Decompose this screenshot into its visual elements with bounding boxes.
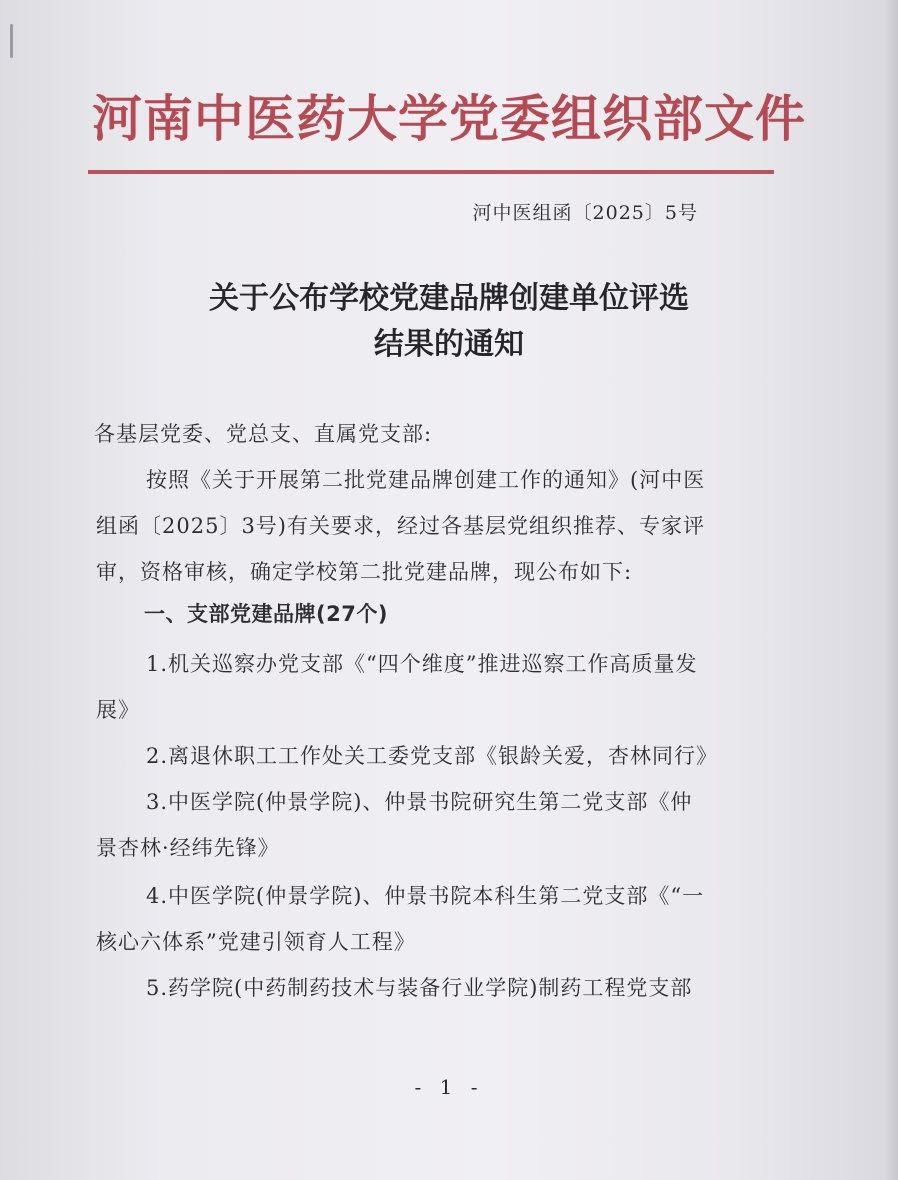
document-title-line-1: 关于公布学校党建品牌创建单位评选 [209,281,689,316]
list-item-3-line-2: 景杏林·经纬先锋》 [96,836,280,860]
page-number: - 1 - [414,1075,484,1099]
intro-line-2: 组函〔2025〕3号)有关要求，经过各基层党组织推荐、专家评 [96,514,705,538]
section-heading-branch-brands: 一、支部党建品牌(27个) [144,602,388,626]
intro-line-1: 按照《关于开展第二批党建品牌创建工作的通知》(河中医 [146,468,706,492]
intro-line-3: 审，资格审核，确定学校第二批党建品牌，现公布如下: [96,560,633,584]
salutation: 各基层党委、党总支、直属党支部: [94,422,433,446]
letterhead-rule [88,170,774,174]
list-item-1-line-2: 展》 [96,698,140,722]
list-item-5-line-1: 5.药学院(中药制药技术与装备行业学院)制药工程党支部 [146,976,693,1000]
list-item-3-line-1: 3.中医学院(仲景学院)、仲景书院研究生第二党支部《仲 [146,790,693,814]
binding-mark [10,24,13,58]
list-item-4-line-1: 4.中医学院(仲景学院)、仲景书院本科生第二党支部《“一 [146,884,705,908]
letterhead-title: 河南中医药大学党委组织部文件 [92,89,806,148]
list-item-4-line-2: 核心六体系”党建引领育人工程》 [96,930,416,954]
document-title-line-2: 结果的通知 [374,327,524,362]
document-title [0,276,898,368]
document-number: 河中医组函〔2025〕5号 [472,202,698,224]
list-item-2-line-1: 2.离退休职工工作处关工委党支部《银龄关爱，杏林同行》 [146,744,719,768]
page-edge-shadow [884,0,898,1180]
list-item-1-line-1: 1.机关巡察办党支部《“四个维度”推进巡察工作高质量发 [146,652,698,676]
